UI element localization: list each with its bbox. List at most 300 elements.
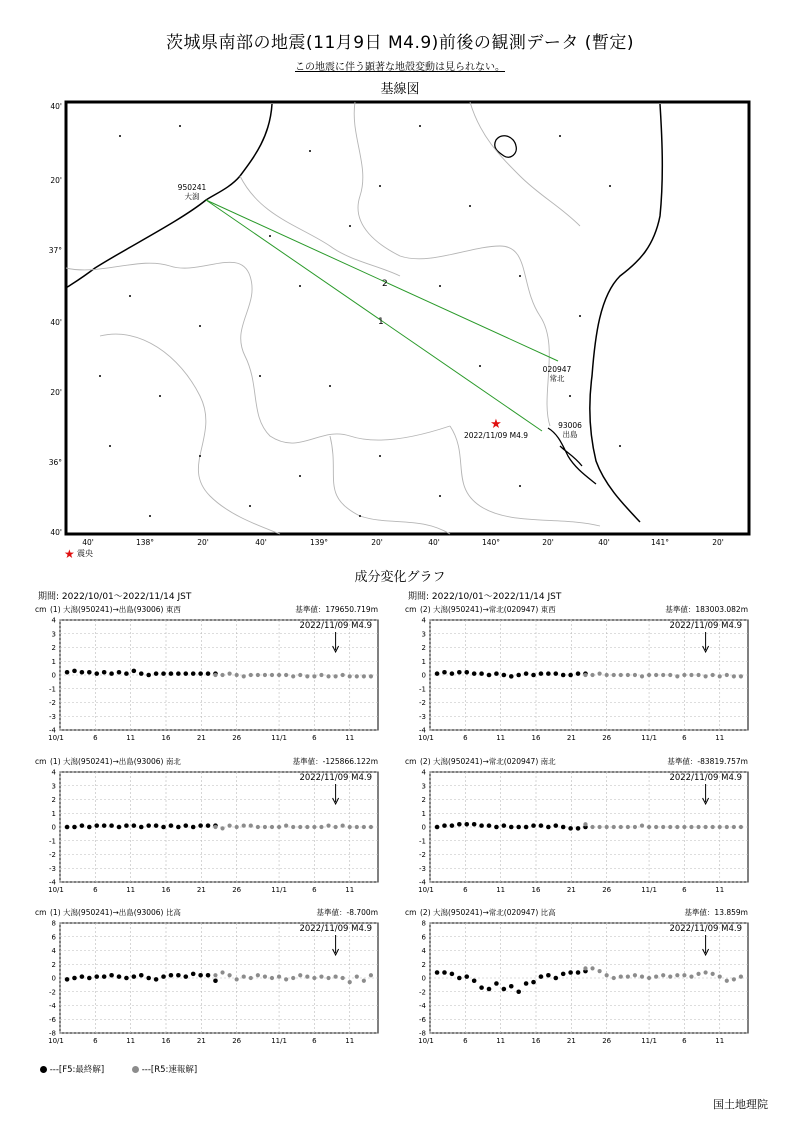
rapid-point — [675, 973, 679, 977]
final-point — [191, 825, 196, 830]
final-point — [132, 823, 137, 828]
final-point — [109, 973, 114, 978]
rapid-point — [220, 970, 224, 974]
y-tick-label: -1 — [419, 685, 426, 694]
final-point — [494, 671, 499, 676]
x-tick-label: 21 — [566, 1037, 576, 1045]
rapid-point — [263, 825, 267, 829]
rapid-point — [718, 674, 722, 678]
y-tick-label: 0 — [51, 974, 56, 983]
final-point — [472, 978, 477, 983]
rapid-point — [668, 825, 672, 829]
y-tick-label: 4 — [421, 616, 426, 625]
rapid-point — [263, 673, 267, 677]
final-point — [72, 825, 77, 830]
rapid-point — [689, 975, 693, 979]
y-tick-label: 6 — [51, 933, 56, 942]
chart-unit: cm — [405, 908, 417, 917]
lon-label: 20' — [197, 538, 209, 547]
chart-title: (1) 大潟(950241)→出島(93006) 東西 — [50, 605, 181, 614]
final-point — [576, 671, 581, 676]
rapid-point — [633, 673, 637, 677]
final-point — [472, 671, 477, 676]
rapid-point — [661, 673, 665, 677]
final-point — [553, 976, 558, 981]
rapid-point — [291, 674, 295, 678]
rapid-point — [696, 673, 700, 677]
rapid-point — [598, 672, 602, 676]
y-tick-label: 0 — [421, 671, 426, 680]
final-point — [87, 976, 92, 981]
y-tick-label: 6 — [421, 933, 426, 942]
y-tick-label: 4 — [51, 947, 56, 955]
rapid-point — [319, 825, 323, 829]
rapid-point — [725, 673, 729, 677]
final-point — [109, 823, 114, 828]
rapid-point — [718, 975, 722, 979]
rapid-point — [718, 825, 722, 829]
final-point — [117, 670, 122, 675]
x-tick-label: 16 — [161, 1037, 171, 1045]
final-point — [102, 670, 107, 675]
rapid-point — [305, 825, 309, 829]
rapid-point — [605, 673, 609, 677]
rapid-point — [682, 673, 686, 677]
rapid-point — [654, 673, 658, 677]
baseline-number-2: 2 — [382, 279, 388, 289]
rapid-point — [235, 825, 239, 829]
final-point — [479, 823, 484, 828]
x-tick-label: 6 — [312, 734, 317, 742]
plot-frame — [430, 923, 748, 1033]
final-point — [450, 972, 455, 977]
final-point — [72, 669, 77, 674]
x-tick-label: 16 — [161, 886, 171, 894]
y-tick-label: 0 — [51, 671, 56, 680]
final-point — [531, 673, 536, 678]
final-point — [117, 825, 122, 830]
final-point — [191, 671, 196, 676]
lat-label: 20' — [50, 388, 62, 397]
final-point — [154, 671, 159, 676]
rapid-point — [270, 825, 274, 829]
rapid-point — [348, 674, 352, 678]
x-tick-label: 11 — [345, 1037, 355, 1045]
lat-label: 20' — [50, 176, 62, 185]
final-point — [80, 823, 85, 828]
x-tick-label: 11/1 — [271, 1037, 287, 1045]
final-point — [132, 669, 137, 674]
rapid-point — [242, 824, 246, 828]
final-point — [139, 973, 144, 978]
chart-unit: cm — [35, 757, 47, 766]
x-tick-label: 11 — [496, 886, 506, 894]
final-point — [80, 670, 85, 675]
x-tick-label: 6 — [682, 886, 687, 894]
final-point — [169, 671, 174, 676]
final-point — [102, 823, 107, 828]
rapid-point — [598, 969, 602, 973]
rapid-point — [661, 825, 665, 829]
rapid-point — [291, 825, 295, 829]
final-point — [561, 825, 566, 830]
rapid-point — [682, 973, 686, 977]
final-point — [539, 823, 544, 828]
rapid-point — [284, 673, 288, 677]
rapid-point — [583, 673, 587, 677]
x-tick-label: 11 — [126, 1037, 136, 1045]
rapid-point — [640, 824, 644, 828]
final-point — [161, 825, 166, 830]
lat-label: 37° — [48, 246, 62, 255]
lon-label: 140° — [481, 538, 501, 547]
final-point — [457, 976, 462, 981]
final-point — [464, 670, 469, 675]
final-point — [568, 826, 573, 831]
final-point — [464, 974, 469, 979]
station-id-950241: 950241 — [177, 183, 207, 192]
final-point — [435, 825, 440, 830]
final-point — [516, 673, 521, 678]
chart-reference: 基準値：179650.719m — [295, 605, 378, 614]
final-point — [109, 671, 114, 676]
y-tick-label: 0 — [421, 823, 426, 832]
chart-unit: cm — [35, 605, 47, 614]
rapid-point — [228, 973, 232, 977]
y-tick-label: -4 — [419, 726, 426, 735]
chart-reference: 基準値：183003.082m — [665, 605, 748, 614]
rapid-point — [675, 674, 679, 678]
final-point — [183, 671, 188, 676]
rapid-point — [263, 975, 267, 979]
rapid-point — [355, 825, 359, 829]
rapid-point — [341, 673, 345, 677]
final-point — [531, 980, 536, 985]
x-tick-label: 6 — [93, 886, 98, 894]
final-point — [442, 670, 447, 675]
chart-reference: 基準値：-83819.757m — [667, 757, 748, 766]
chart-title: (2) 大潟(950241)→常北(020947) 東西 — [420, 605, 556, 614]
rapid-point — [640, 674, 644, 678]
lon-label: 40' — [428, 538, 440, 547]
event-label: 2022/11/09 M4.9 — [669, 773, 742, 783]
rapid-point — [369, 825, 373, 829]
station-id-93006: 93006 — [558, 421, 582, 430]
y-tick-label: -4 — [49, 878, 56, 887]
y-tick-label: -3 — [49, 712, 56, 721]
rapid-point — [583, 966, 587, 970]
rapid-point — [305, 975, 309, 979]
rapid-point — [732, 825, 736, 829]
final-point — [539, 974, 544, 979]
final-point — [65, 825, 70, 830]
component-change-charts — [0, 600, 800, 1060]
lon-label: 40' — [82, 538, 94, 547]
baseline-number-1: 1 — [378, 317, 384, 327]
rapid-point — [732, 674, 736, 678]
station-id-020947: 020947 — [542, 365, 572, 374]
chart-title: (1) 大潟(950241)→出島(93006) 比高 — [50, 908, 181, 917]
final-point — [146, 823, 151, 828]
final-point — [576, 826, 581, 831]
map-title: 基線図 — [380, 82, 420, 97]
chart-panel — [405, 756, 748, 894]
final-point — [487, 673, 492, 678]
final-point — [568, 970, 573, 975]
rapid-point — [640, 975, 644, 979]
rapid-point — [725, 825, 729, 829]
plot-frame — [60, 620, 378, 730]
final-point — [65, 670, 70, 675]
final-point — [191, 972, 196, 977]
x-tick-label: 11 — [345, 886, 355, 894]
chart-panel — [35, 604, 378, 742]
y-tick-label: -8 — [419, 1029, 426, 1038]
final-point — [124, 976, 129, 981]
rapid-point — [291, 976, 295, 980]
final-point — [524, 981, 529, 986]
graph-section-title: 成分変化グラフ — [354, 570, 446, 585]
y-tick-label: -2 — [419, 699, 426, 707]
rapid-point — [319, 975, 323, 979]
rapid-point — [711, 673, 715, 677]
rapid-point — [334, 975, 338, 979]
y-tick-label: 3 — [51, 782, 56, 791]
final-point — [124, 671, 129, 676]
y-tick-label: 3 — [421, 782, 426, 791]
final-point — [139, 825, 144, 830]
x-tick-label: 10/1 — [418, 1037, 434, 1045]
final-point — [524, 825, 529, 830]
x-tick-label: 16 — [161, 734, 171, 742]
rapid-point — [355, 975, 359, 979]
final-point — [561, 673, 566, 678]
final-point — [124, 823, 129, 828]
y-tick-label: 8 — [51, 919, 56, 928]
final-point — [169, 973, 174, 978]
x-tick-label: 26 — [602, 886, 612, 894]
y-tick-label: 0 — [421, 974, 426, 983]
rapid-point — [605, 825, 609, 829]
final-point — [546, 973, 551, 978]
final-point — [502, 987, 507, 992]
x-tick-label: 6 — [463, 734, 468, 742]
rapid-point — [270, 673, 274, 677]
y-tick-label: 4 — [421, 768, 426, 777]
lon-label: 40' — [255, 538, 267, 547]
x-tick-label: 10/1 — [48, 1037, 64, 1045]
x-tick-label: 6 — [682, 734, 687, 742]
plot-frame — [60, 772, 378, 882]
final-point — [472, 822, 477, 827]
rapid-point — [348, 825, 352, 829]
rapid-point — [739, 825, 743, 829]
legend-epicenter-label: 震央 — [77, 549, 93, 558]
rapid-point — [668, 673, 672, 677]
x-tick-label: 10/1 — [418, 734, 434, 742]
y-tick-label: -6 — [49, 1015, 56, 1024]
chart-panel — [405, 907, 748, 1045]
final-point — [132, 974, 137, 979]
final-point — [176, 973, 181, 978]
rapid-point — [619, 975, 623, 979]
y-tick-label: -4 — [49, 726, 56, 735]
rapid-point — [326, 976, 330, 980]
event-label: 2022/11/09 M4.9 — [299, 621, 372, 631]
map-frame — [66, 102, 749, 534]
lon-label: 20' — [712, 538, 724, 547]
final-point — [516, 989, 521, 994]
final-point — [442, 823, 447, 828]
rapid-point — [298, 673, 302, 677]
final-point — [450, 823, 455, 828]
x-tick-label: 21 — [566, 734, 576, 742]
rapid-point — [654, 975, 658, 979]
final-point — [509, 984, 514, 989]
final-point — [494, 981, 499, 986]
x-tick-label: 10/1 — [418, 886, 434, 894]
final-point — [213, 978, 218, 983]
y-tick-label: -2 — [419, 851, 426, 859]
lat-label: 40' — [50, 528, 62, 537]
x-tick-label: 10/1 — [48, 734, 64, 742]
final-point — [516, 825, 521, 830]
final-point — [546, 825, 551, 830]
final-point — [450, 671, 455, 676]
x-tick-label: 26 — [232, 886, 242, 894]
final-point — [457, 670, 462, 675]
y-tick-label: 1 — [51, 809, 56, 818]
y-tick-label: 3 — [51, 630, 56, 639]
y-tick-label: -8 — [49, 1029, 56, 1038]
y-tick-label: 2 — [51, 644, 56, 652]
final-point — [65, 977, 70, 982]
rapid-point — [277, 975, 281, 979]
final-point — [479, 671, 484, 676]
rapid-point — [362, 979, 366, 983]
final-point — [494, 825, 499, 830]
rapid-point — [654, 825, 658, 829]
rapid-point — [626, 975, 630, 979]
rapid-point — [612, 673, 616, 677]
baseline-map — [0, 96, 800, 566]
period-right: 期間: 2022/10/01～2022/11/14 JST — [408, 592, 562, 602]
rapid-point — [711, 972, 715, 976]
x-tick-label: 16 — [531, 886, 541, 894]
y-tick-label: 0 — [51, 823, 56, 832]
final-point — [139, 671, 144, 676]
rapid-point — [242, 674, 246, 678]
rapid-point — [647, 825, 651, 829]
rapid-point — [605, 973, 609, 977]
chart-title: (2) 大潟(950241)→常北(020947) 南北 — [420, 757, 556, 766]
rapid-point — [334, 825, 338, 829]
rapid-point — [661, 973, 665, 977]
x-tick-label: 11 — [126, 886, 136, 894]
rapid-point — [277, 825, 281, 829]
y-tick-label: -2 — [419, 988, 426, 997]
final-point — [72, 976, 77, 981]
rapid-point — [249, 824, 253, 828]
chart-reference: 基準値：13.859m — [684, 908, 748, 917]
final-point — [206, 671, 211, 676]
final-point — [183, 974, 188, 979]
rapid-dot-icon — [132, 1066, 139, 1073]
final-point — [169, 823, 174, 828]
x-tick-label: 6 — [463, 886, 468, 894]
y-tick-label: 1 — [421, 657, 426, 666]
rapid-point — [633, 973, 637, 977]
x-tick-label: 11 — [715, 734, 725, 742]
x-tick-label: 11 — [715, 886, 725, 894]
lon-label: 20' — [371, 538, 383, 547]
final-point — [94, 974, 99, 979]
rapid-point — [312, 825, 316, 829]
rapid-point — [598, 825, 602, 829]
final-point — [576, 970, 581, 975]
final-point — [435, 970, 440, 975]
epicenter-label: 2022/11/09 M4.9 — [463, 431, 529, 440]
rapid-point — [590, 825, 594, 829]
rapid-point — [612, 976, 616, 980]
rapid-point — [228, 824, 232, 828]
x-tick-label: 6 — [312, 886, 317, 894]
rapid-point — [590, 673, 594, 677]
rapid-point — [256, 973, 260, 977]
chart-panel — [35, 756, 378, 894]
x-tick-label: 11/1 — [271, 734, 287, 742]
rapid-point — [362, 674, 366, 678]
x-tick-label: 11 — [496, 734, 506, 742]
x-tick-label: 10/1 — [48, 886, 64, 894]
rapid-point — [298, 973, 302, 977]
x-tick-label: 6 — [93, 1037, 98, 1045]
rapid-point — [704, 674, 708, 678]
final-point — [94, 671, 99, 676]
final-point — [94, 823, 99, 828]
final-point — [531, 823, 536, 828]
final-point — [161, 974, 166, 979]
chart-panel — [405, 604, 748, 742]
rapid-point — [682, 825, 686, 829]
final-point — [487, 987, 492, 992]
final-point — [553, 671, 558, 676]
rapid-point — [213, 673, 217, 677]
y-tick-label: -6 — [419, 1015, 426, 1024]
y-tick-label: -4 — [419, 1002, 426, 1010]
rapid-point — [235, 673, 239, 677]
rapid-point — [348, 980, 352, 984]
chart-unit: cm — [405, 605, 417, 614]
final-point — [146, 976, 151, 981]
rapid-point — [341, 824, 345, 828]
rapid-point — [334, 674, 338, 678]
final-point — [87, 825, 92, 830]
rapid-point — [626, 673, 630, 677]
x-tick-label: 6 — [463, 1037, 468, 1045]
lat-label: 40' — [50, 318, 62, 327]
legend-final: ---[F5:最終解] — [40, 1063, 104, 1075]
final-point — [553, 823, 558, 828]
chart-unit: cm — [35, 908, 47, 917]
station-name-93006: 出島 — [562, 430, 578, 439]
event-label: 2022/11/09 M4.9 — [669, 621, 742, 631]
x-tick-label: 6 — [682, 1037, 687, 1045]
final-point — [102, 974, 107, 979]
rapid-point — [668, 975, 672, 979]
y-tick-label: -2 — [49, 851, 56, 859]
rapid-point — [228, 672, 232, 676]
